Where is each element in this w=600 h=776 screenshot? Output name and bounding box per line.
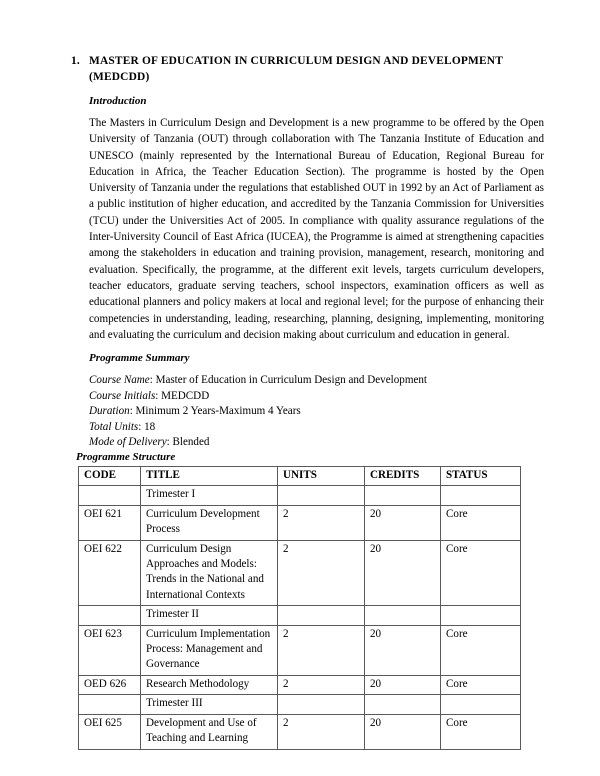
cell-units <box>278 695 365 714</box>
summary-field <box>89 373 539 389</box>
table-column-header: TITLE <box>141 467 278 486</box>
table-row <box>79 625 521 675</box>
summary-field-value: 18 <box>144 420 156 433</box>
table-column-header: STATUS <box>441 467 521 486</box>
cell-code: OEI 623 <box>79 625 141 675</box>
table-row <box>79 675 521 694</box>
cell-code <box>79 695 141 714</box>
table-column-header: CODE <box>79 467 141 486</box>
cell-status <box>441 606 521 625</box>
programme-structure-heading: Programme Structure <box>76 451 176 463</box>
summary-field-separator: : <box>166 436 173 449</box>
summary-field-value: Master of Education in Curriculum Design and Development <box>155 374 428 386</box>
table-header-row <box>79 467 521 486</box>
cell-credits: 20 <box>365 505 441 540</box>
heading-text: MASTER OF EDUCATION IN CURRICULUM DESIGN AND DEVELOPMENT (MEDCDD) <box>89 55 503 83</box>
cell-units: 2 <box>278 625 365 675</box>
summary-field-label: Duration <box>89 405 130 418</box>
cell-status: Core <box>441 505 521 540</box>
programme-summary-list <box>89 373 539 451</box>
page-title <box>71 54 551 85</box>
cell-units <box>278 606 365 625</box>
cell-status <box>441 695 521 714</box>
cell-status: Core <box>441 714 521 749</box>
summary-field <box>89 435 539 451</box>
cell-trimester-label: Trimester I <box>141 486 278 505</box>
summary-field-value: MEDCDD <box>161 389 210 402</box>
table-row <box>79 695 521 714</box>
cell-units: 2 <box>278 505 365 540</box>
cell-code <box>79 486 141 505</box>
summary-field <box>89 420 539 436</box>
cell-units <box>278 486 365 505</box>
programme-summary-heading: Programme Summary <box>89 352 190 364</box>
cell-trimester-label: Trimester III <box>141 695 278 714</box>
table-row <box>79 540 521 606</box>
summary-field-separator: : <box>138 420 145 433</box>
table-body <box>79 486 521 749</box>
cell-title: Curriculum Implementation Process: Management and Governance <box>141 625 278 675</box>
programme-structure-table <box>78 466 521 750</box>
cell-status <box>441 486 521 505</box>
summary-field-separator: : <box>129 405 136 418</box>
cell-code: OEI 621 <box>79 505 141 540</box>
summary-field <box>89 389 539 405</box>
cell-title: Research Methodology <box>141 675 278 694</box>
summary-field-value: Blended <box>172 436 210 449</box>
cell-units: 2 <box>278 540 365 606</box>
heading-number: 1. <box>71 55 80 67</box>
cell-credits: 20 <box>365 714 441 749</box>
summary-field-separator: : <box>149 374 156 386</box>
cell-code: OEI 622 <box>79 540 141 606</box>
cell-status: Core <box>441 675 521 694</box>
table-row <box>79 606 521 625</box>
cell-code: OED 626 <box>79 675 141 694</box>
cell-units: 2 <box>278 714 365 749</box>
cell-status: Core <box>441 625 521 675</box>
cell-units: 2 <box>278 675 365 694</box>
summary-field-label: Total Units <box>89 420 139 433</box>
summary-field-label: Course Name <box>89 374 150 386</box>
table-header <box>79 467 521 486</box>
cell-trimester-label: Trimester II <box>141 606 278 625</box>
summary-field-label: Course Initials <box>89 389 156 402</box>
summary-field-value: Minimum 2 Years-Maximum 4 Years <box>135 405 301 418</box>
table-column-header: UNITS <box>278 467 365 486</box>
summary-field <box>89 404 539 420</box>
cell-credits <box>365 486 441 505</box>
cell-code <box>79 606 141 625</box>
table-row <box>79 714 521 749</box>
cell-credits: 20 <box>365 675 441 694</box>
cell-status: Core <box>441 540 521 606</box>
cell-title: Development and Use of Teaching and Learning <box>141 714 278 749</box>
table-column-header: CREDITS <box>365 467 441 486</box>
cell-credits: 20 <box>365 625 441 675</box>
cell-title: Curriculum Design Approaches and Models: Trends in the National and International Contexts <box>141 540 278 606</box>
summary-field-label: Mode of Delivery <box>89 436 167 449</box>
summary-field-separator: : <box>155 389 162 402</box>
cell-credits <box>365 606 441 625</box>
introduction-paragraph: The Masters in Curriculum Design and Development is a new programme to be offered by the Open University of Tanzania (OUT) through collaboration with The Tanzania Institute of Education and UNESCO (mainly represented by the International Bureau of Education, Regional Bureau for Education in Africa, the Teacher Education Section). The programme is hosted by the Open University of Tanzania under the regulations that established OUT in 1992 by an Act of Parliament as a public institution of higher education, and accredited by the Tanzania Commission for Universities (TCU) under the Universities Act of 2005. In compliance with quality assurance regulations of the Inter-University Council of East Africa (IUCEA), the Programme is aimed at strengthening capacities among the stakeholders in education and training provision, management, research, monitoring and evaluation. Specifically, the programme, at the different exit levels, targets curriculum developers, teacher educators, graduate serving teachers, school inspectors, examination officers as well as educational planners and policy makers at local and regional level; for the purpose of enhancing their competencies in understanding, leading, researching, planning, designing, implementing, monitoring and evaluating the curriculum and decision making about curriculum and education in general. <box>89 117 544 341</box>
table-row <box>79 486 521 505</box>
cell-code: OEI 625 <box>79 714 141 749</box>
introduction-heading: Introduction <box>89 95 147 107</box>
table-row <box>79 505 521 540</box>
cell-title: Curriculum Development Process <box>141 505 278 540</box>
cell-credits <box>365 695 441 714</box>
cell-credits: 20 <box>365 540 441 606</box>
